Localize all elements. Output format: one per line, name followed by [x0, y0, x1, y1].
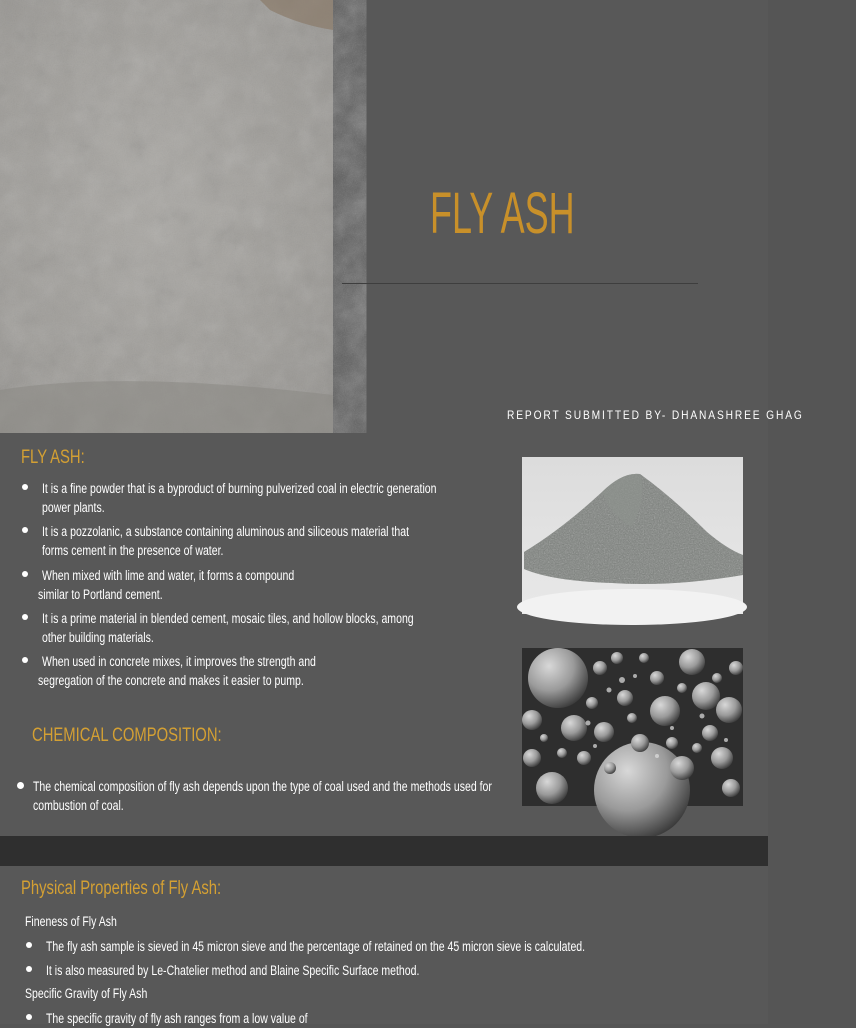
bullet-icon [22, 527, 28, 533]
bullet-icon [17, 782, 24, 789]
bullet-icon [26, 942, 32, 948]
list-item: The chemical composition of fly ash depends upon the type of coal used and the methods used for combustion of coal. [17, 777, 517, 815]
title-divider [342, 283, 698, 284]
specific-gravity-heading: Specific Gravity of Fly Ash [25, 986, 148, 1001]
fly-ash-microscope-photo [522, 648, 743, 806]
submitted-by-text: REPORT SUBMITTED BY- DHANASHREE GHAG [507, 408, 804, 422]
list-item: The fly ash sample is sieved in 45 micron sieve and the percentage of retained on the 45 micron sieve is calculated. [26, 937, 726, 956]
list-item: It is a fine powder that is a byproduct of burning pulverized coal in electric generation power plants. [22, 479, 502, 517]
bullet-icon [26, 1014, 32, 1020]
slide-separator-band [0, 836, 768, 866]
fly-ash-powder-photo [0, 0, 333, 433]
bullet-icon [22, 657, 28, 663]
list-item: It is a pozzolanic, a substance containing aluminous and siliceous material that forms cement in the presence of water. [22, 522, 502, 560]
fineness-heading: Fineness of Fly Ash [25, 914, 117, 929]
bullet-icon [22, 614, 28, 620]
chemical-composition-heading: CHEMICAL COMPOSITION: [32, 725, 222, 746]
list-item: The specific gravity of fly ash ranges from a low value of [26, 1009, 726, 1028]
fly-ash-heading: FLY ASH: [21, 447, 85, 468]
fly-ash-pile-photo [522, 457, 743, 614]
bullet-icon [22, 571, 28, 577]
list-item: It is a prime material in blended cement, mosaic tiles, and hollow blocks, among other building materials. [22, 609, 502, 647]
list-item: It is also measured by Le-Chatelier method and Blaine Specific Surface method. [26, 961, 726, 980]
list-item: When mixed with lime and water, it forms a compound similar to Portland cement. [22, 566, 502, 604]
physical-properties-heading: Physical Properties of Fly Ash: [21, 878, 222, 899]
bullet-icon [26, 966, 32, 972]
bullet-icon [22, 484, 28, 490]
slide-title: FLY ASH [430, 181, 575, 246]
list-item: When used in concrete mixes, it improves the strength and segregation of the concrete and makes it easier to pump. [22, 652, 502, 690]
